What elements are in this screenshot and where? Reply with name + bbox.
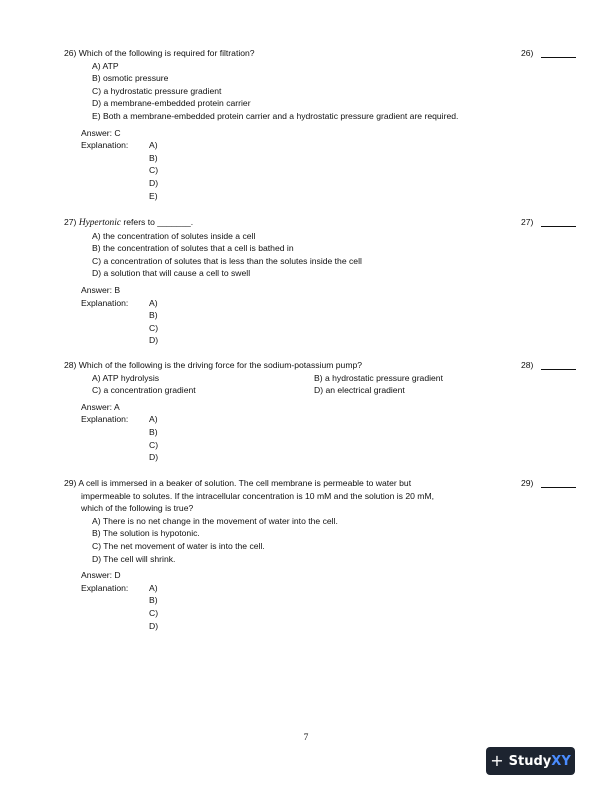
option-a: A) the concentration of solutes inside a cell [92,230,256,241]
explanation-letter: B) [149,595,158,606]
explanation-letter: B) [149,426,158,437]
explanation [64,413,584,426]
question-stem-prefix: 27) [64,217,79,227]
option-b: B) a hydrostatic pressure gradient [314,372,443,383]
options-row [64,384,584,397]
option-d: D) a solution that will cause a cell to swell [92,268,251,279]
explanation-letter: A) [149,297,158,308]
question-stem-continued: impermeable to solutes. If the intracellular concentration is 10 mM and the solution is 20 mM, [81,490,434,501]
explanation-letter: B) [149,310,158,321]
explanation-label: Explanation: [81,297,129,308]
option-b: B) the concentration of solutes that a cell is bathed in [92,243,294,254]
explanation [64,139,584,152]
answer-number: 28) [521,360,534,370]
explanation-letter: D) [149,620,159,631]
option-c: C) The net movement of water is into the cell. [92,540,265,551]
option-a: A) ATP hydrolysis [92,372,160,383]
question-stem-continued: which of the following is true? [81,503,194,514]
question-stem: 26) Which of the following is required for filtration? [64,48,255,58]
option-c: C) a concentration gradient [92,385,196,396]
question-stem: 29) A cell is immersed in a beaker of solution. The cell membrane is permeable to water but [64,478,412,488]
answer-line: Answer: A [81,401,120,412]
explanation-letter: C) [149,607,159,618]
brand-study: Study [508,753,552,769]
question-26 [64,47,584,202]
explanation-letter: E) [149,190,158,201]
page-number: 7 [303,733,309,743]
question-stem: 28) Which of the following is the driving force for the sodium-potassium pump? [64,360,363,370]
explanation-letter: D) [149,177,159,188]
question-stem-suffix: refers to _______. [121,217,194,227]
question-28 [64,359,584,464]
answer-line: Answer: B [81,284,121,295]
answer-line: Answer: D [81,570,121,581]
explanation-label: Explanation: [81,582,129,593]
explanation-letter: C) [149,322,159,333]
explanation-letter: A) [149,582,158,593]
question-term: Hypertonic [78,218,121,228]
option-d: D) an electrical gradient [314,385,405,396]
answer-blank [541,369,576,370]
option-d: D) a membrane-embedded protein carrier [92,98,251,109]
options-row [64,372,584,385]
answer-line: Answer: C [81,127,121,138]
option-c: C) a concentration of solutes that is less than the solutes inside the cell [92,255,362,266]
studyxy-badge[interactable] [486,747,575,775]
explanation-letter: C) [149,165,159,176]
answer-number: 26) [521,48,534,58]
answer-blank [541,226,576,227]
option-b: B) The solution is hypotonic. [92,528,200,539]
question-29 [64,477,584,632]
explanation-letter: D) [149,452,159,463]
explanation [64,582,584,595]
answer-number: 27) [521,217,534,227]
plus-icon: + [490,751,504,770]
brand-xy: XY [551,753,571,769]
option-b: B) osmotic pressure [92,73,169,84]
option-d: D) The cell will shrink. [92,553,176,564]
explanation-letter: B) [149,152,158,163]
explanation-letter: D) [149,335,159,346]
option-e: E) Both a membrane-embedded protein carrier and a hydrostatic pressure gradient are required. [92,110,459,121]
question-27 [64,216,584,347]
option-a: A) ATP [92,60,119,71]
explanation-letter: C) [149,439,159,450]
answer-blank [541,57,576,58]
explanation [64,297,584,310]
explanation-letter: A) [149,140,158,151]
explanation-label: Explanation: [81,414,129,425]
option-c: C) a hydrostatic pressure gradient [92,85,222,96]
explanation-label: Explanation: [81,140,129,151]
answer-number: 29) [521,478,534,488]
option-a: A) There is no net change in the movement of water into the cell. [92,515,338,526]
explanation-letter: A) [149,414,158,425]
answer-blank [541,487,576,488]
